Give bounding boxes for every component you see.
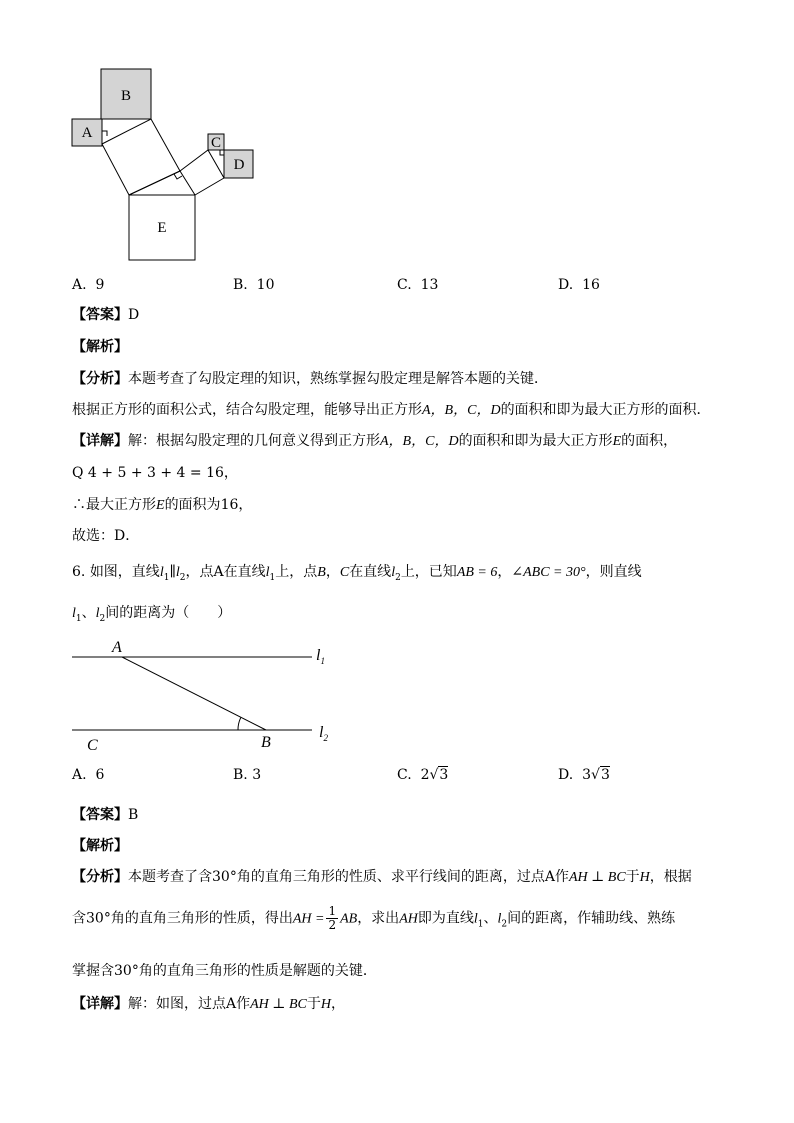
pythagoras-squares-figure xyxy=(0,0,794,270)
q6-stem-line1: 6. 如图，直线$l_1\parallel l_2$，点A在直线$l_1$上，点B，C在直线$l_2$上，已知AB = 6，∠ABC = 30°，则直线 xyxy=(72,564,642,583)
q6-fenxi-line3: 掌握含30°角的直角三角形的性质是解题的关键． xyxy=(72,963,377,979)
fig-label-c: C xyxy=(87,737,98,754)
q5-analysis-tag: 【解析】 xyxy=(72,339,128,355)
q6-stem-line2: $l_1$、$l_2$间的距离为（ ） xyxy=(72,605,232,624)
q5-choose: 故选：D． xyxy=(72,528,140,544)
middle-right-square xyxy=(180,150,224,195)
q6-fenxi-line1: 【分析】本题考查了含30°角的直角三角形的性质、求平行线间的距离，过点A作AH ⊥ BC于H，根据 xyxy=(72,869,692,885)
q6-choice-c: C. 2√3 xyxy=(397,767,449,783)
q5-choice-a: A. 9 xyxy=(72,277,105,293)
q5-conclusion: ∴最大正方形E的面积为16， xyxy=(72,497,253,513)
q5-equation: Q 4 + 5 + 3 + 4 = 16， xyxy=(72,465,238,481)
fraction-one-half: $\frac{1}{2}$ xyxy=(328,904,337,932)
label-c: C xyxy=(210,135,222,151)
q6-answer: 【答案】B xyxy=(72,807,139,823)
middle-left-square xyxy=(102,119,180,195)
q6-detail: 【详解】解：如图，过点A作AH ⊥ BC于H， xyxy=(72,996,345,1012)
fig-label-b: B xyxy=(261,734,271,751)
triangle-hyp-left xyxy=(129,171,180,195)
q5-choice-d: D. 16 xyxy=(558,277,600,293)
parallel-lines-figure xyxy=(0,630,794,760)
q6-choice-b: B. 3 xyxy=(233,767,262,783)
q6-choice-d: D. 3√3 xyxy=(558,767,610,783)
segment-ab xyxy=(122,657,266,730)
fig-label-l1: $l_1$ xyxy=(316,647,325,666)
q5-line2: 根据正方形的面积公式，结合勾股定理，能够导出正方形A，B，C，D的面积和即为最大正方形的面积． xyxy=(72,402,711,418)
label-d: D xyxy=(233,157,245,173)
label-a: A xyxy=(81,125,93,141)
q5-fenxi: 【分析】本题考查了勾股定理的知识，熟练掌握勾股定理是解答本题的关键． xyxy=(72,371,548,387)
q5-choice-b: B. 10 xyxy=(233,277,275,293)
q5-choice-c: C. 13 xyxy=(397,277,439,293)
q6-fenxi-line2: 含30°角的直角三角形的性质，得出AH = $\frac{1}{2}$ AB，求出AH即为直线$l_1$、$l_2$间的距离，作辅助线、熟练 xyxy=(72,904,676,932)
fig-label-l2: $l_2$ xyxy=(319,724,328,743)
q5-detail: 【详解】解：根据勾股定理的几何意义得到正方形A，B，C，D的面积和即为最大正方形E的面积， xyxy=(72,433,678,449)
fig-label-a: A xyxy=(112,639,122,656)
q6-analysis-tag: 【解析】 xyxy=(72,838,128,854)
angle-arc-b xyxy=(238,718,241,730)
label-b: B xyxy=(120,88,132,104)
right-angle-mark-mid xyxy=(174,174,182,179)
q5-answer: 【答案】D xyxy=(72,307,140,323)
label-e: E xyxy=(157,220,167,236)
right-angle-mark-a xyxy=(102,131,107,136)
q6-choice-a: A. 6 xyxy=(72,767,105,783)
